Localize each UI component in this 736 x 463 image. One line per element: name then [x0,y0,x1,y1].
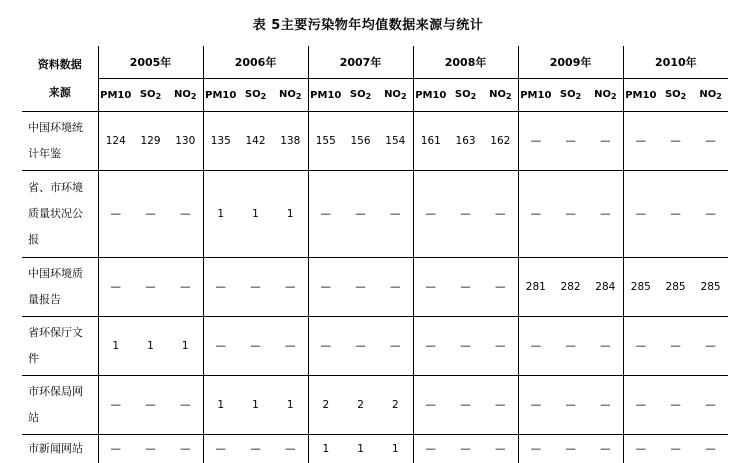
pollutant-subscript: 2 [366,92,372,101]
pollutant-header-row [22,79,728,112]
value-cell: — [448,171,483,258]
source-line: 量报告 [28,287,98,313]
value-cell: 161 [413,112,448,171]
pollutant-header [378,79,413,112]
value-cell: 2 [378,376,413,435]
value-cell: — [518,376,553,435]
pollutant-subscript: 2 [296,92,302,101]
value-cell: — [238,317,273,376]
pollutant-header [448,79,483,112]
pollutant-header [308,79,343,112]
value-cell: — [308,171,343,258]
value-cell: — [413,258,448,317]
source-line: 市环保局网 [28,379,98,405]
pollutant-header [273,79,308,112]
pollutant-name: SO [245,89,261,100]
value-cell: 1 [238,171,273,258]
value-cell: — [168,258,203,317]
source-line: 省、市环境 [28,175,98,201]
value-cell: — [483,317,518,376]
value-cell: — [133,171,168,258]
value-cell: 1 [203,171,238,258]
source-cell [22,317,98,376]
value-cell: 142 [238,112,273,171]
value-cell: — [588,317,623,376]
value-cell: 156 [343,112,378,171]
pollutant-header [413,79,448,112]
pollutant-name: SO [665,89,681,100]
value-cell: 2 [308,376,343,435]
value-cell: — [238,435,273,463]
pollutant-subscript: 2 [191,92,197,101]
table-row [22,171,728,258]
value-cell: 129 [133,112,168,171]
source-line: 市新闻网站 [28,436,98,462]
value-cell: 162 [483,112,518,171]
pollutant-name: PM10 [205,90,236,101]
value-cell: — [448,258,483,317]
value-cell: — [413,376,448,435]
value-cell: — [343,317,378,376]
value-cell: — [658,435,693,463]
value-cell: — [588,171,623,258]
source-header-line: 来源 [22,79,98,107]
pollutant-header [588,79,623,112]
value-cell: — [98,258,133,317]
value-cell: 155 [308,112,343,171]
pollutant-subscript: 2 [576,92,582,101]
source-column-header [22,46,98,112]
pollutant-subscript: 2 [716,92,722,101]
value-cell: — [623,435,658,463]
value-cell: — [693,317,728,376]
value-cell: — [693,376,728,435]
value-cell: 285 [693,258,728,317]
pollutant-name: NO [384,89,401,100]
pollutant-subscript: 2 [156,92,162,101]
value-cell: 285 [658,258,693,317]
pollutant-name: NO [594,89,611,100]
year-header: 2006年 [203,46,308,79]
table-row [22,376,728,435]
table-title: 表 5主要污染物年均值数据来源与统计 [0,14,736,33]
value-cell: 138 [273,112,308,171]
pollutant-subscript: 2 [681,92,687,101]
value-cell: — [518,171,553,258]
pollutant-name: SO [560,89,576,100]
value-cell: 1 [343,435,378,463]
pollutant-header [658,79,693,112]
value-cell: — [273,435,308,463]
value-cell: — [343,258,378,317]
value-cell: — [98,171,133,258]
pollutant-subscript: 2 [506,92,512,101]
value-cell: — [378,317,413,376]
source-cell [22,376,98,435]
year-header: 2008年 [413,46,518,79]
value-cell: — [658,317,693,376]
pollutant-header [483,79,518,112]
year-header: 2007年 [308,46,413,79]
value-cell: — [623,112,658,171]
pollutant-name: PM10 [100,90,131,101]
pollutant-name: SO [350,89,366,100]
value-cell: — [693,112,728,171]
pollutant-header [343,79,378,112]
value-cell: — [553,112,588,171]
value-cell: — [483,376,518,435]
year-header: 2009年 [518,46,623,79]
value-cell: 1 [203,376,238,435]
table-row [22,317,728,376]
year-header-row [22,46,728,79]
value-cell: 1 [133,317,168,376]
value-cell: — [378,171,413,258]
value-cell: — [168,171,203,258]
year-header: 2010年 [623,46,728,79]
value-cell: — [133,376,168,435]
value-cell: 1 [308,435,343,463]
value-cell: — [273,258,308,317]
value-cell: — [273,317,308,376]
value-cell: 1 [168,317,203,376]
source-line: 中国环境统 [28,115,98,141]
value-cell: — [483,258,518,317]
value-cell: — [623,376,658,435]
value-cell: — [413,435,448,463]
value-cell: — [518,317,553,376]
value-cell: — [308,258,343,317]
value-cell: 1 [273,376,308,435]
value-cell: — [553,376,588,435]
value-cell: — [588,376,623,435]
value-cell: — [448,376,483,435]
table-row [22,112,728,171]
pollutant-header [133,79,168,112]
pollutant-header [203,79,238,112]
value-cell: — [693,171,728,258]
value-cell: 163 [448,112,483,171]
pollutant-header [693,79,728,112]
table-row [22,258,728,317]
value-cell: — [413,171,448,258]
pollutant-header [168,79,203,112]
year-header: 2005年 [98,46,203,79]
value-cell: — [343,171,378,258]
value-cell: 284 [588,258,623,317]
pollutant-name: PM10 [520,90,551,101]
value-cell: — [483,435,518,463]
pollutant-subscript: 2 [261,92,267,101]
value-cell: — [658,171,693,258]
value-cell: — [378,258,413,317]
value-cell: — [588,112,623,171]
pollutant-header [518,79,553,112]
pollutant-header [238,79,273,112]
pollutant-header [623,79,658,112]
value-cell: — [553,171,588,258]
value-cell: — [238,258,273,317]
pollutant-name: PM10 [415,90,446,101]
value-cell: 135 [203,112,238,171]
value-cell: — [413,317,448,376]
pollutant-name: PM10 [310,90,341,101]
value-cell: — [588,435,623,463]
source-line: 件 [28,346,98,372]
value-cell: — [518,112,553,171]
value-cell: 1 [378,435,413,463]
value-cell: — [168,376,203,435]
value-cell: — [658,112,693,171]
value-cell: — [98,376,133,435]
pollutant-name: NO [699,89,716,100]
value-cell: 285 [623,258,658,317]
pollutant-data-table [22,46,728,463]
value-cell: — [98,435,133,463]
value-cell: — [308,317,343,376]
value-cell: 2 [343,376,378,435]
pollutant-name: NO [174,89,191,100]
value-cell: — [133,435,168,463]
value-cell: — [553,317,588,376]
source-line: 站 [28,405,98,431]
value-cell: 282 [553,258,588,317]
value-cell: — [448,435,483,463]
value-cell: — [693,435,728,463]
value-cell: — [658,376,693,435]
source-header-line: 资料数据 [22,51,98,79]
source-cell [22,112,98,171]
value-cell: 1 [273,171,308,258]
value-cell: — [168,435,203,463]
pollutant-header [553,79,588,112]
pollutant-subscript: 2 [611,92,617,101]
value-cell: — [623,171,658,258]
source-cell [22,171,98,258]
value-cell: — [483,171,518,258]
value-cell: — [623,317,658,376]
pollutant-subscript: 2 [471,92,477,101]
pollutant-name: NO [489,89,506,100]
value-cell: 154 [378,112,413,171]
value-cell: 281 [518,258,553,317]
source-line: 省环保厅文 [28,320,98,346]
value-cell: 130 [168,112,203,171]
value-cell: — [553,435,588,463]
pollutant-name: SO [140,89,156,100]
pollutant-header [98,79,133,112]
value-cell: — [518,435,553,463]
value-cell: 124 [98,112,133,171]
source-line: 计年鉴 [28,141,98,167]
value-cell: — [203,317,238,376]
value-cell: 1 [238,376,273,435]
pollutant-subscript: 2 [401,92,407,101]
source-line: 质量状况公 [28,201,98,227]
pollutant-name: PM10 [625,90,656,101]
value-cell: 1 [98,317,133,376]
source-cell [22,258,98,317]
pollutant-name: SO [455,89,471,100]
value-cell: — [133,258,168,317]
source-line: 中国环境质 [28,261,98,287]
value-cell: — [448,317,483,376]
pollutant-name: NO [279,89,296,100]
value-cell: — [203,435,238,463]
value-cell: — [203,258,238,317]
source-line: 报 [28,227,98,253]
